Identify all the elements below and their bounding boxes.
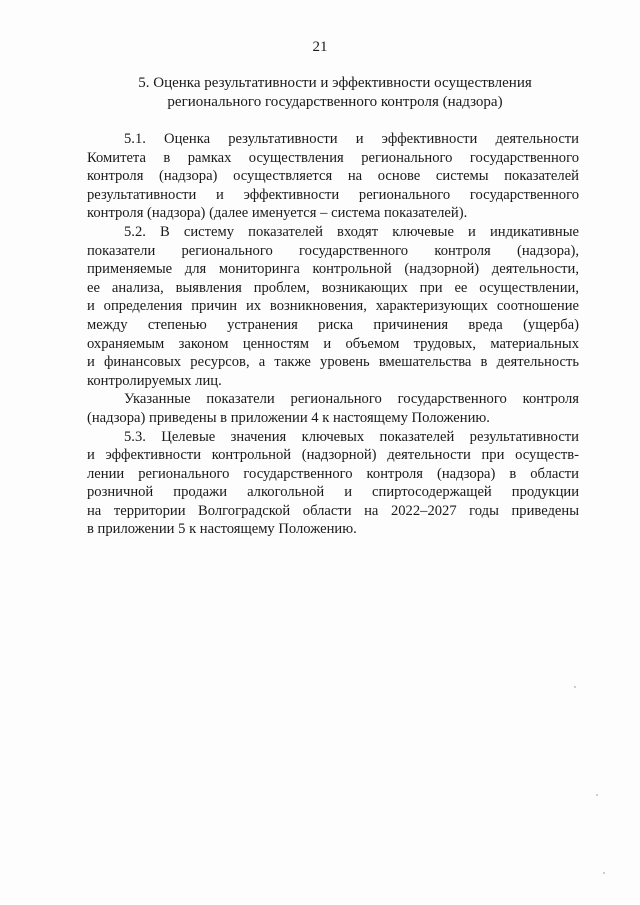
scan-speck xyxy=(596,794,598,796)
text-line: лении регионального государственного контроля (надзора) в области xyxy=(87,465,579,482)
text-line: и финансовых ресурсов, а также уровень вмешательства в деятельность xyxy=(87,354,579,371)
section-heading-line: 5. Оценка результативности и эффективности осуществления xyxy=(138,75,532,91)
text-line: 5.2. В систему показателей входят ключевые и индикативные xyxy=(124,223,579,240)
text-line: 5.1. Оценка результативности и эффективности деятельности xyxy=(124,131,579,147)
text-line: и эффективности контрольной (надзорной) деятельности при осуществ- xyxy=(87,447,579,464)
text-line: Указанные показатели регионального государственного контроля xyxy=(124,391,579,408)
section-heading xyxy=(90,74,580,112)
text-line: розничной продажи алкогольной и спиртосодержащей продукции xyxy=(87,484,579,501)
paragraph-5-3 xyxy=(87,428,579,540)
scan-speck xyxy=(574,686,576,688)
text-line: и определения причин их возникновения, характеризующих соотношение xyxy=(87,298,579,315)
text-line: ее анализа, выявления проблем, возникающих при ее осуществлении, xyxy=(87,279,579,296)
body-text xyxy=(87,130,579,539)
text-line: контролируемых лиц. xyxy=(87,372,222,389)
text-line: охраняемым законом ценностям и объемом трудовых, материальных xyxy=(87,335,579,352)
scan-speck xyxy=(603,872,605,874)
text-line: применяемые для мониторинга контрольной (надзорной) деятельности, xyxy=(87,261,579,278)
text-line: результативности и эффективности регионального государственного xyxy=(87,186,579,203)
page-number: 21 xyxy=(312,39,328,55)
section-heading-line: регионального государственного контроля (надзора) xyxy=(167,94,503,110)
text-line: между степенью устранения риска причинения вреда (ущерба) xyxy=(87,316,579,333)
text-line: в приложении 5 к настоящему Положению. xyxy=(87,521,357,538)
text-line: 5.3. Целевые значения ключевых показателей результативности xyxy=(124,428,579,445)
text-line: (надзора) приведены в приложении 4 к настоящему Положению. xyxy=(87,409,490,426)
text-line: показатели регионального государственного контроля (надзора), xyxy=(87,242,579,259)
text-line: контроля (надзора) осуществляется на основе системы показателей xyxy=(87,168,579,185)
paragraph-5-1 xyxy=(87,130,579,223)
paragraph-5-2 xyxy=(87,223,579,390)
paragraph-indicators-note xyxy=(87,390,579,427)
text-line: Комитета в рамках осуществления регионального государственного xyxy=(87,149,579,166)
text-line: на территории Волгоградской области на 2022–2027 годы приведены xyxy=(87,502,579,519)
text-line: контроля (надзора) (далее именуется – система показателей). xyxy=(87,205,468,222)
